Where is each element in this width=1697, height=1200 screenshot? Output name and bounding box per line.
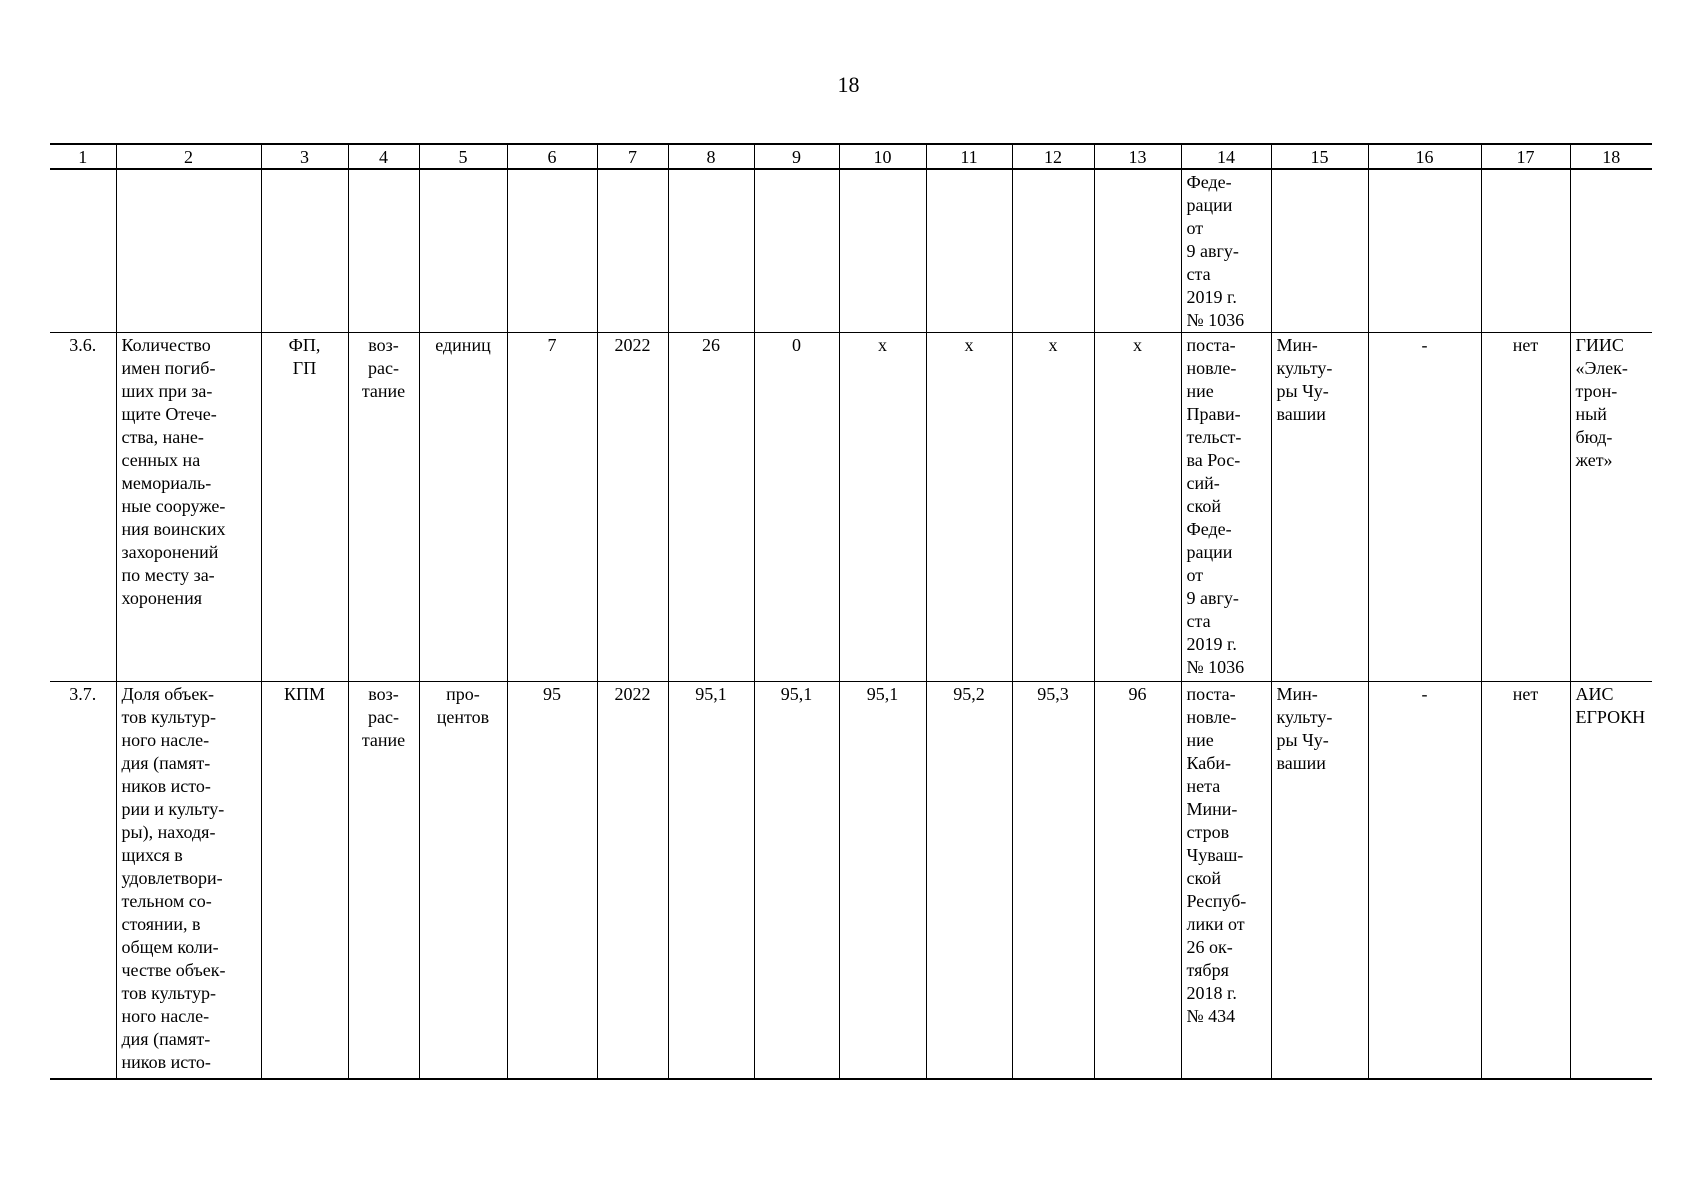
cell-value: 0	[754, 333, 839, 682]
cell-value: х	[1094, 333, 1181, 682]
cell-value	[754, 169, 839, 333]
column-number: 18	[1570, 144, 1652, 169]
cell-value: 26	[668, 333, 754, 682]
column-number: 10	[839, 144, 926, 169]
cell-indicator: Количество имен погиб- ших при за- щите Отече- ства, нане- сенных на мемориаль- ные сооруже- ния воинских захоронений по месту за- хоронения	[116, 333, 261, 682]
cell-unit: единиц	[419, 333, 507, 682]
cell-system: ГИИС «Элек- трон- ный бюд- жет»	[1570, 333, 1652, 682]
cell-value: 95,3	[1012, 682, 1094, 1079]
column-number: 4	[348, 144, 419, 169]
table-row	[50, 333, 1652, 682]
cell-number	[50, 169, 116, 333]
cell-value: 95,1	[668, 682, 754, 1079]
cell-value	[1012, 169, 1094, 333]
cell-document: Феде- рации от 9 авгу- ста 2019 г. № 1036	[1181, 169, 1271, 333]
cell-level	[261, 169, 348, 333]
cell-number: 3.6.	[50, 333, 116, 682]
cell-indicator	[116, 169, 261, 333]
cell-dynamics	[348, 169, 419, 333]
cell-value: 7	[507, 333, 597, 682]
cell-16	[1368, 169, 1481, 333]
cell-value	[668, 169, 754, 333]
cell-document: поста- новле- ние Прави- тельст- ва Рос- сий- ской Феде- рации от 9 авгу- ста 2019 г. № 1036	[1181, 333, 1271, 682]
column-number: 13	[1094, 144, 1181, 169]
cell-16: -	[1368, 682, 1481, 1079]
cell-17	[1481, 169, 1570, 333]
table-row	[50, 682, 1652, 1079]
cell-value: 2022	[597, 682, 668, 1079]
column-number: 3	[261, 144, 348, 169]
cell-system: АИС ЕГРОКН	[1570, 682, 1652, 1079]
cell-value	[597, 169, 668, 333]
cell-value	[1094, 169, 1181, 333]
column-number-row	[50, 144, 1652, 169]
cell-number: 3.7.	[50, 682, 116, 1079]
column-number: 9	[754, 144, 839, 169]
cell-indicator: Доля объек- тов культур- ного насле- дия (памят- ников исто- рии и культу- ры), находя- щихся в удовлетвори- тельном со- стоянии, в общем коли- честве объек- тов культур- ного насле- дия (памят- ников исто-	[116, 682, 261, 1079]
cell-responsible	[1271, 169, 1368, 333]
table-row	[50, 169, 1652, 333]
cell-dynamics: воз- рас- тание	[348, 333, 419, 682]
cell-dynamics: воз- рас- тание	[348, 682, 419, 1079]
column-number: 15	[1271, 144, 1368, 169]
column-number: 8	[668, 144, 754, 169]
column-number: 5	[419, 144, 507, 169]
cell-17: нет	[1481, 333, 1570, 682]
cell-level: ФП, ГП	[261, 333, 348, 682]
cell-responsible: Мин- культу- ры Чу- вашии	[1271, 333, 1368, 682]
cell-value: х	[926, 333, 1012, 682]
cell-value: х	[839, 333, 926, 682]
column-number: 16	[1368, 144, 1481, 169]
column-number: 12	[1012, 144, 1094, 169]
column-number: 7	[597, 144, 668, 169]
cell-responsible: Мин- культу- ры Чу- вашии	[1271, 682, 1368, 1079]
column-number: 1	[50, 144, 116, 169]
column-number: 17	[1481, 144, 1570, 169]
cell-value: х	[1012, 333, 1094, 682]
cell-value: 2022	[597, 333, 668, 682]
column-number: 2	[116, 144, 261, 169]
column-number: 6	[507, 144, 597, 169]
indicators-table	[50, 143, 1652, 1080]
cell-value: 95	[507, 682, 597, 1079]
column-number: 11	[926, 144, 1012, 169]
cell-value: 95,2	[926, 682, 1012, 1079]
cell-document: поста- новле- ние Каби- нета Мини- стров Чуваш- ской Респуб- лики от 26 ок- тября 2018 г. № 434	[1181, 682, 1271, 1079]
cell-level: КПМ	[261, 682, 348, 1079]
cell-unit: про- центов	[419, 682, 507, 1079]
cell-16: -	[1368, 333, 1481, 682]
cell-value	[507, 169, 597, 333]
page-number: 18	[837, 72, 860, 97]
cell-value: 95,1	[754, 682, 839, 1079]
cell-value	[839, 169, 926, 333]
cell-value	[926, 169, 1012, 333]
cell-17: нет	[1481, 682, 1570, 1079]
cell-system	[1570, 169, 1652, 333]
column-number: 14	[1181, 144, 1271, 169]
cell-value: 96	[1094, 682, 1181, 1079]
cell-unit	[419, 169, 507, 333]
cell-value: 95,1	[839, 682, 926, 1079]
